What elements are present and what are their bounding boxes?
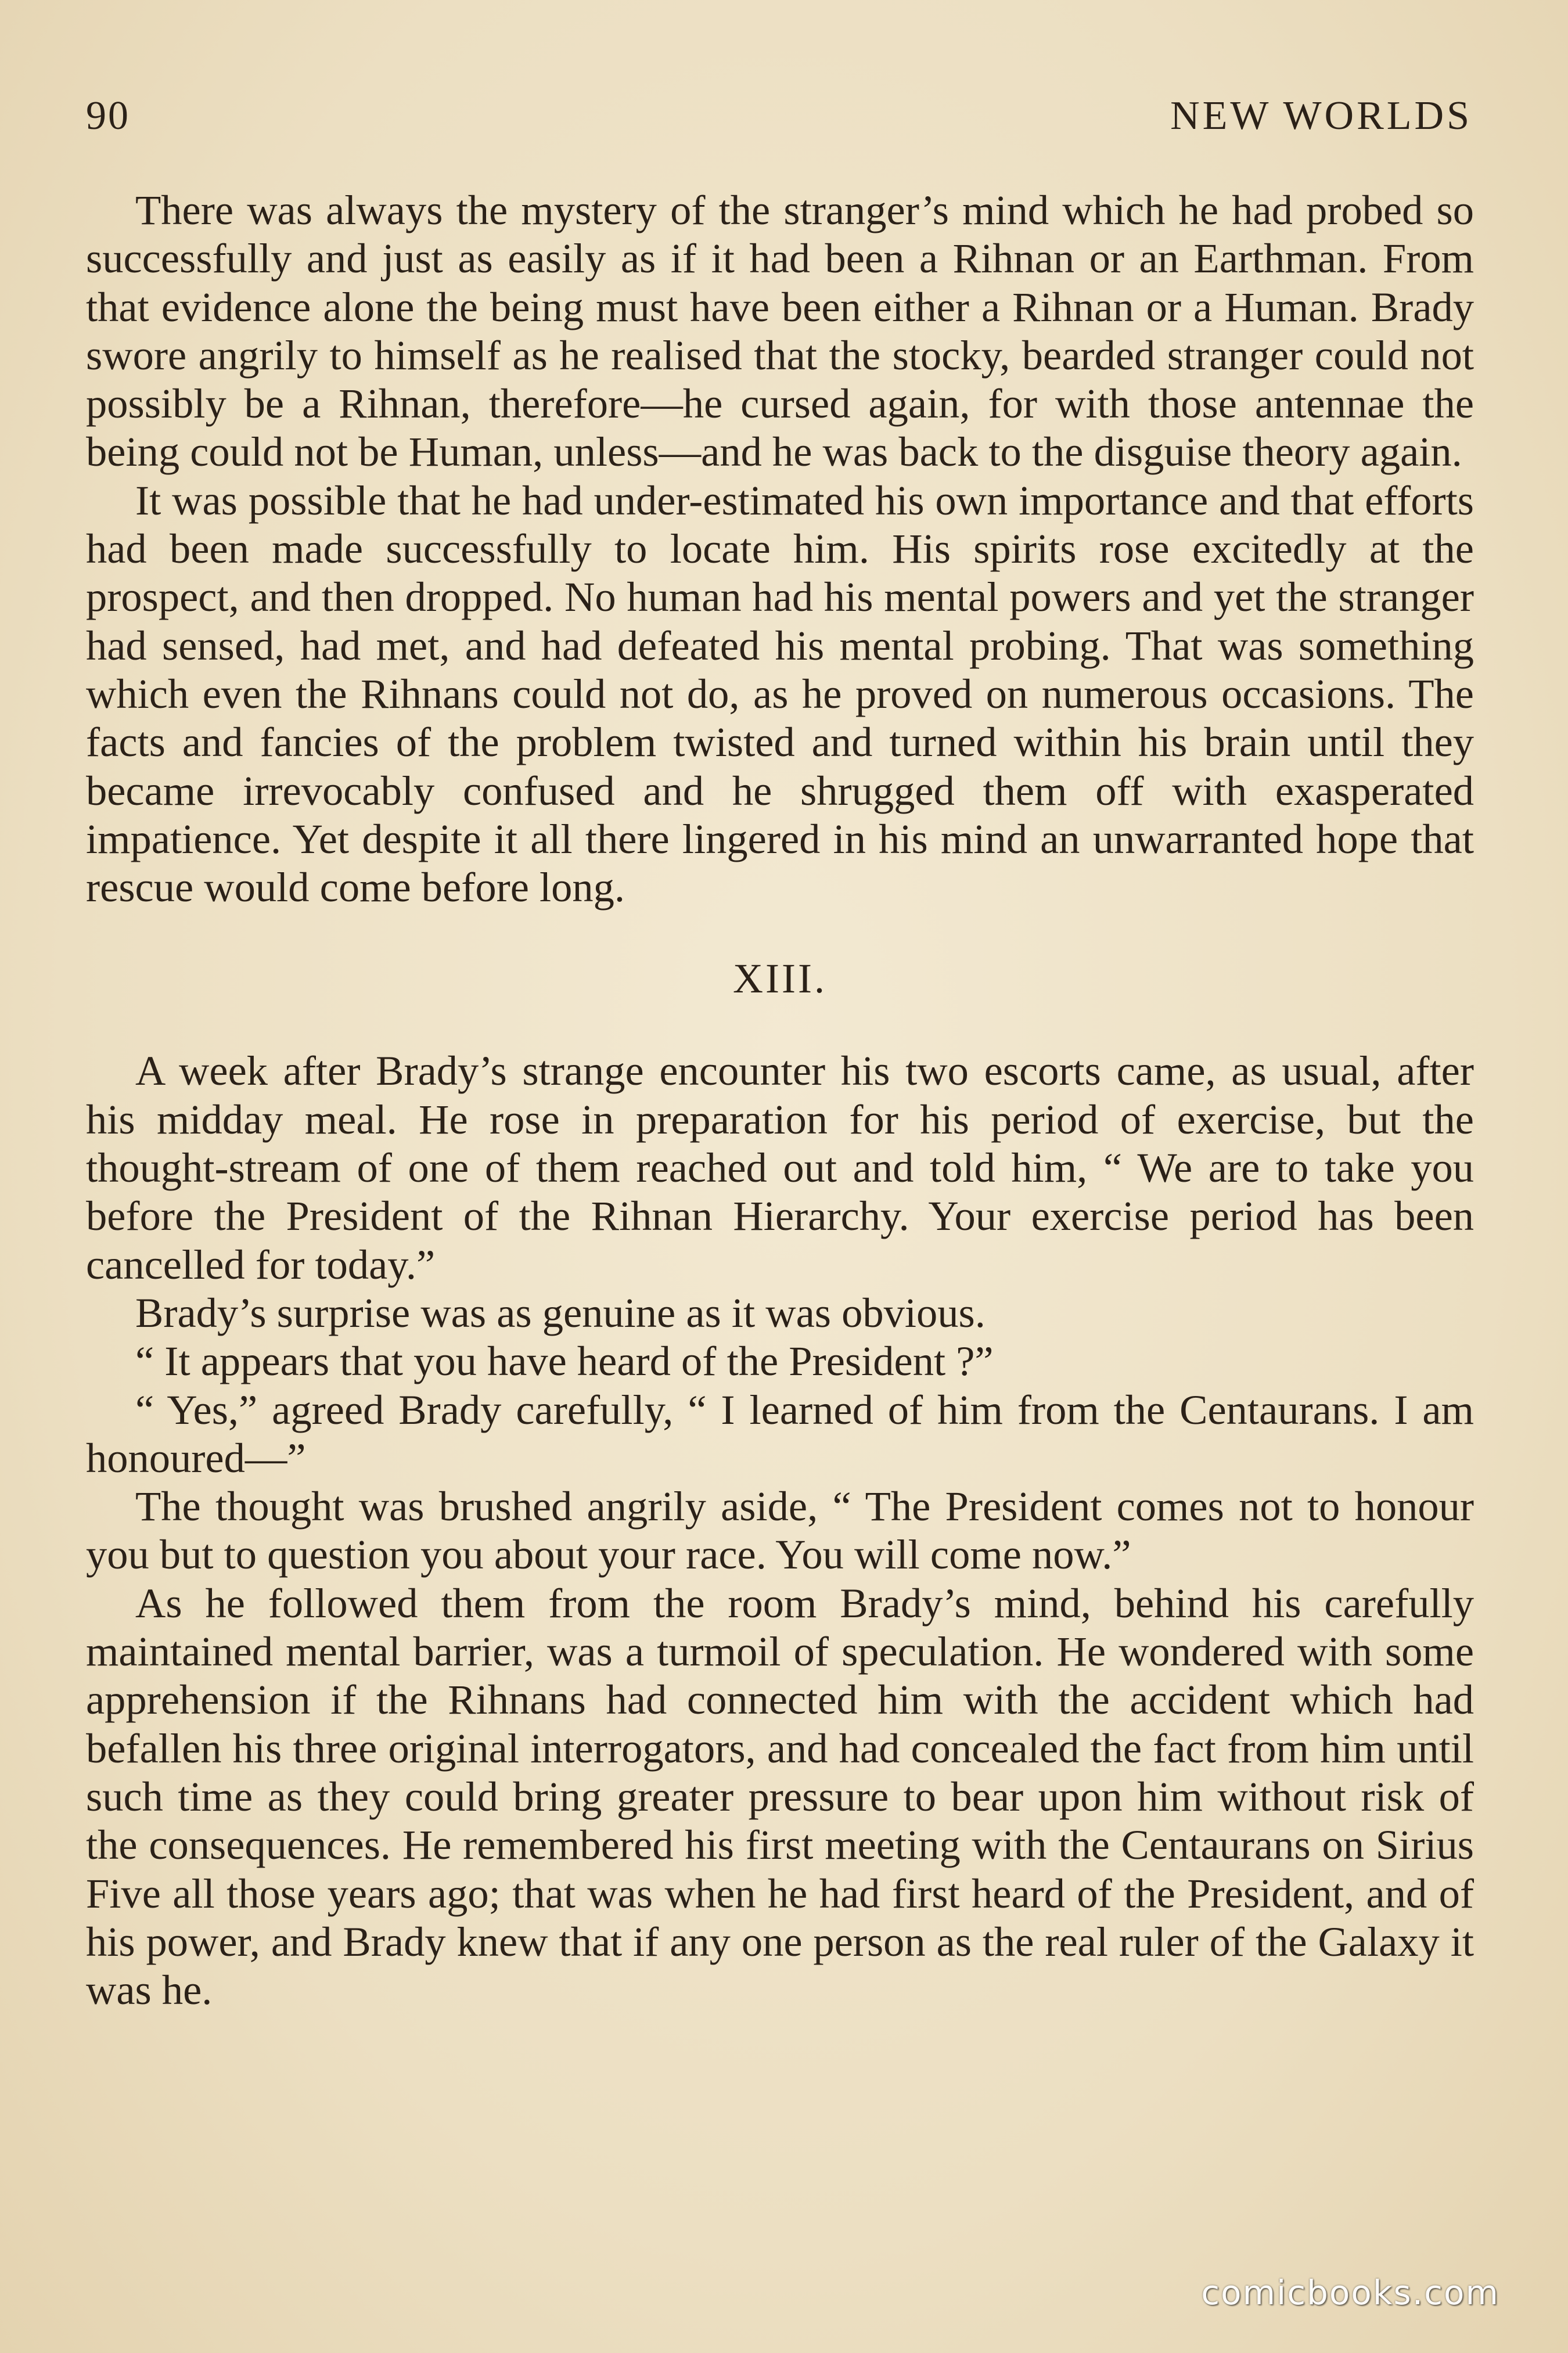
page-header [86, 93, 1472, 151]
paragraph: As he followed them from the room Brady’s mind, behind his carefully maintained mental barrier, was a turmoil of speculation. He wondered with some apprehension if the Rihnans had connected him with the accident which had befallen his three original interrogators, and had concealed the fact from him until such time as they could bring greater pressure to bear upon him without risk of the consequences. He remembered his first meeting with the Centaurans on Sirius Five all those years ago; that was when he had first heard of the President, and of his power, and Brady knew that if any one person as the real ruler of the Galaxy it was he. [86, 1579, 1474, 2014]
paragraph: The thought was brushed angrily aside, “ The President comes not to honour you but to question you about your race. You will come now.” [86, 1483, 1474, 1578]
running-head: NEW WORLDS [1170, 93, 1472, 138]
page-number: 90 [86, 93, 130, 138]
paragraph: A week after Brady’s strange encounter his two escorts came, as usual, after his midday meal. He rose in preparation for his period of exercise, but the thought-stream of one of them reached out and told him, “ We are to take you before the President of the Rihnan Hierarchy. Your exercise period has been cancelled for today.” [86, 1047, 1474, 1288]
paragraph: “ Yes,” agreed Brady carefully, “ I learned of him from the Centaurans. I am honoured—” [86, 1386, 1474, 1481]
paragraph: It was possible that he had under-estimated his own importance and that efforts had been made successfully to locate him. His spirits rose excitedly at the prospect, and then dropped. No human had his mental powers and yet the stranger had sensed, had met, and had defeated his mental probing. That was something which even the Rihnans could not do, as he proved on numerous occasions. The facts and fancies of the problem twisted and turned within his brain until they became irrevocably confused and he shrugged them off with exasperated impatience. Yet despite it all there lingered in his mind an unwarranted hope that rescue would come before long. [86, 476, 1474, 911]
paragraph: There was always the mystery of the stranger’s mind which he had probed so successfully and just as easily as if it had been a Rihnan or an Earthman. From that evidence alone the being must have been either a Rihnan or a Human. Brady swore angrily to himself as he realised that the stocky, bearded stranger could not possibly be a Rihnan, therefore—he cursed again, for with those antennae the being could not be Human, unless—and he was back to the disguise theory again. [86, 186, 1474, 476]
body-text [86, 186, 1474, 2014]
paragraph: “ It appears that you have heard of the President ?” [135, 1337, 994, 1385]
watermark: comicbooks.com [1201, 2273, 1499, 2312]
chapter-heading: XIII. [733, 955, 827, 1002]
paragraph: Brady’s surprise was as genuine as it was obvious. [135, 1289, 986, 1336]
